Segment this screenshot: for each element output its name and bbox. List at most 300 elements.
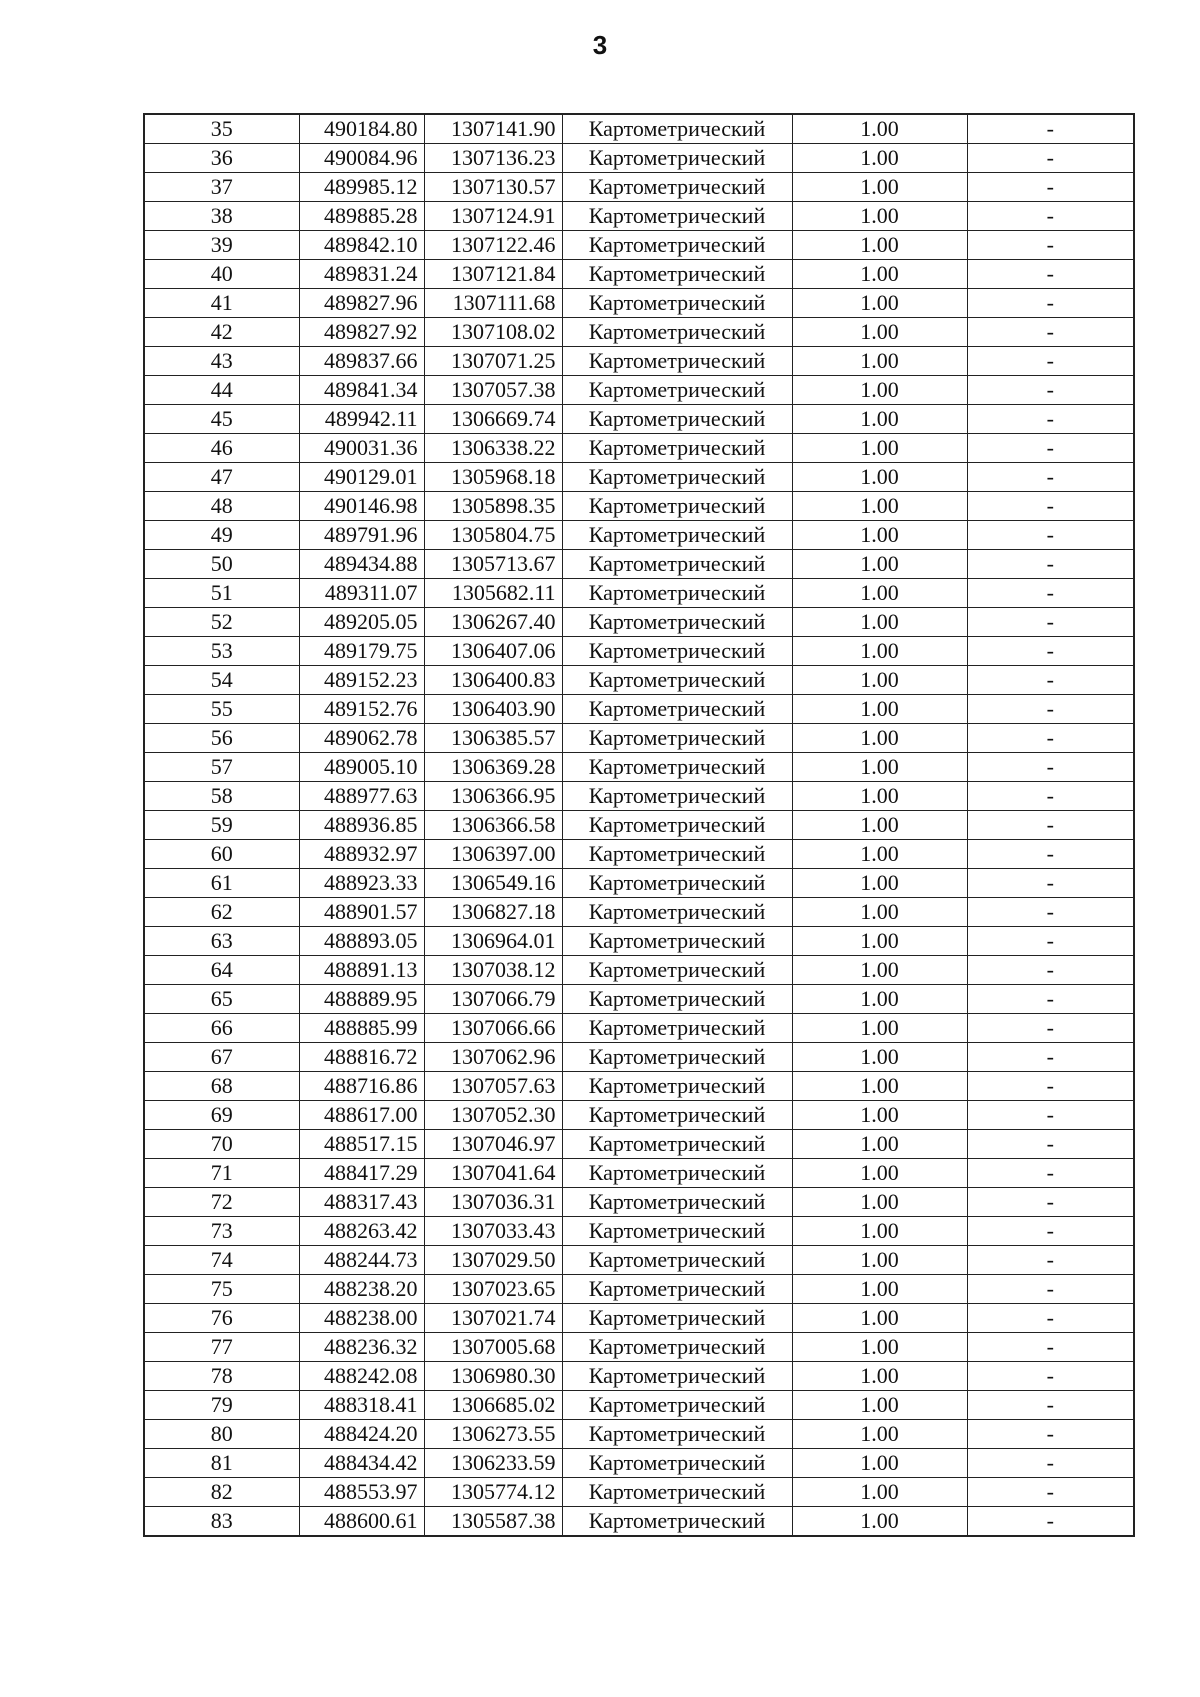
point-number-cell: 63 — [144, 927, 299, 956]
table-row — [144, 1333, 1134, 1362]
point-number-cell: 43 — [144, 347, 299, 376]
y-coordinate-cell: 1306964.01 — [424, 927, 562, 956]
method-cell: Картометрический — [562, 608, 792, 637]
description-cell: - — [967, 1043, 1134, 1072]
x-coordinate-cell: 488889.95 — [299, 985, 424, 1014]
x-coordinate-cell: 490146.98 — [299, 492, 424, 521]
method-cell: Картометрический — [562, 1072, 792, 1101]
y-coordinate-cell: 1306980.30 — [424, 1362, 562, 1391]
table-row — [144, 202, 1134, 231]
accuracy-cell: 1.00 — [792, 376, 967, 405]
method-cell: Картометрический — [562, 114, 792, 144]
accuracy-cell: 1.00 — [792, 1478, 967, 1507]
y-coordinate-cell: 1306403.90 — [424, 695, 562, 724]
x-coordinate-cell: 490031.36 — [299, 434, 424, 463]
x-coordinate-cell: 488891.13 — [299, 956, 424, 985]
method-cell: Картометрический — [562, 202, 792, 231]
accuracy-cell: 1.00 — [792, 1275, 967, 1304]
table-row — [144, 1449, 1134, 1478]
description-cell: - — [967, 637, 1134, 666]
point-number-cell: 82 — [144, 1478, 299, 1507]
method-cell: Картометрический — [562, 724, 792, 753]
x-coordinate-cell: 488885.99 — [299, 1014, 424, 1043]
method-cell: Картометрический — [562, 579, 792, 608]
description-cell: - — [967, 1478, 1134, 1507]
x-coordinate-cell: 489062.78 — [299, 724, 424, 753]
x-coordinate-cell: 489827.96 — [299, 289, 424, 318]
accuracy-cell: 1.00 — [792, 1043, 967, 1072]
point-number-cell: 58 — [144, 782, 299, 811]
method-cell: Картометрический — [562, 463, 792, 492]
x-coordinate-cell: 488317.43 — [299, 1188, 424, 1217]
point-number-cell: 71 — [144, 1159, 299, 1188]
accuracy-cell: 1.00 — [792, 1014, 967, 1043]
accuracy-cell: 1.00 — [792, 260, 967, 289]
accuracy-cell: 1.00 — [792, 1217, 967, 1246]
table-row — [144, 144, 1134, 173]
table-row — [144, 521, 1134, 550]
description-cell: - — [967, 898, 1134, 927]
y-coordinate-cell: 1307066.66 — [424, 1014, 562, 1043]
description-cell: - — [967, 1304, 1134, 1333]
point-number-cell: 72 — [144, 1188, 299, 1217]
y-coordinate-cell: 1306369.28 — [424, 753, 562, 782]
accuracy-cell: 1.00 — [792, 608, 967, 637]
x-coordinate-cell: 489985.12 — [299, 173, 424, 202]
table-row — [144, 811, 1134, 840]
description-cell: - — [967, 1246, 1134, 1275]
y-coordinate-cell: 1307052.30 — [424, 1101, 562, 1130]
table-row — [144, 724, 1134, 753]
method-cell: Картометрический — [562, 811, 792, 840]
table-row — [144, 753, 1134, 782]
table-row — [144, 1304, 1134, 1333]
point-number-cell: 44 — [144, 376, 299, 405]
table-row — [144, 869, 1134, 898]
method-cell: Картометрический — [562, 173, 792, 202]
x-coordinate-cell: 488434.42 — [299, 1449, 424, 1478]
method-cell: Картометрический — [562, 1449, 792, 1478]
method-cell: Картометрический — [562, 869, 792, 898]
description-cell: - — [967, 1072, 1134, 1101]
x-coordinate-cell: 488242.08 — [299, 1362, 424, 1391]
y-coordinate-cell: 1307062.96 — [424, 1043, 562, 1072]
description-cell: - — [967, 463, 1134, 492]
y-coordinate-cell: 1307136.23 — [424, 144, 562, 173]
description-cell: - — [967, 202, 1134, 231]
y-coordinate-cell: 1307023.65 — [424, 1275, 562, 1304]
y-coordinate-cell: 1306366.58 — [424, 811, 562, 840]
x-coordinate-cell: 490084.96 — [299, 144, 424, 173]
coordinates-table — [143, 113, 1135, 1537]
method-cell: Картометрический — [562, 492, 792, 521]
accuracy-cell: 1.00 — [792, 1333, 967, 1362]
description-cell: - — [967, 318, 1134, 347]
accuracy-cell: 1.00 — [792, 318, 967, 347]
method-cell: Картометрический — [562, 1304, 792, 1333]
method-cell: Картометрический — [562, 1478, 792, 1507]
method-cell: Картометрический — [562, 1159, 792, 1188]
method-cell: Картометрический — [562, 840, 792, 869]
point-number-cell: 51 — [144, 579, 299, 608]
method-cell: Картометрический — [562, 318, 792, 347]
description-cell: - — [967, 608, 1134, 637]
description-cell: - — [967, 492, 1134, 521]
description-cell: - — [967, 869, 1134, 898]
point-number-cell: 38 — [144, 202, 299, 231]
accuracy-cell: 1.00 — [792, 289, 967, 318]
table-row — [144, 1188, 1134, 1217]
description-cell: - — [967, 1275, 1134, 1304]
description-cell: - — [967, 782, 1134, 811]
y-coordinate-cell: 1306397.00 — [424, 840, 562, 869]
table-row — [144, 550, 1134, 579]
table-row — [144, 1101, 1134, 1130]
accuracy-cell: 1.00 — [792, 347, 967, 376]
x-coordinate-cell: 488244.73 — [299, 1246, 424, 1275]
method-cell: Картометрический — [562, 753, 792, 782]
y-coordinate-cell: 1306400.83 — [424, 666, 562, 695]
description-cell: - — [967, 1101, 1134, 1130]
table-row — [144, 463, 1134, 492]
description-cell: - — [967, 1188, 1134, 1217]
accuracy-cell: 1.00 — [792, 1246, 967, 1275]
x-coordinate-cell: 488617.00 — [299, 1101, 424, 1130]
accuracy-cell: 1.00 — [792, 463, 967, 492]
table-row — [144, 1014, 1134, 1043]
accuracy-cell: 1.00 — [792, 927, 967, 956]
accuracy-cell: 1.00 — [792, 985, 967, 1014]
point-number-cell: 69 — [144, 1101, 299, 1130]
method-cell: Картометрический — [562, 1275, 792, 1304]
description-cell: - — [967, 695, 1134, 724]
accuracy-cell: 1.00 — [792, 898, 967, 927]
table-row — [144, 637, 1134, 666]
accuracy-cell: 1.00 — [792, 1420, 967, 1449]
y-coordinate-cell: 1307038.12 — [424, 956, 562, 985]
description-cell: - — [967, 260, 1134, 289]
method-cell: Картометрический — [562, 898, 792, 927]
point-number-cell: 73 — [144, 1217, 299, 1246]
description-cell: - — [967, 289, 1134, 318]
y-coordinate-cell: 1306366.95 — [424, 782, 562, 811]
x-coordinate-cell: 489831.24 — [299, 260, 424, 289]
y-coordinate-cell: 1307029.50 — [424, 1246, 562, 1275]
y-coordinate-cell: 1307046.97 — [424, 1130, 562, 1159]
point-number-cell: 53 — [144, 637, 299, 666]
accuracy-cell: 1.00 — [792, 231, 967, 260]
point-number-cell: 46 — [144, 434, 299, 463]
point-number-cell: 65 — [144, 985, 299, 1014]
point-number-cell: 80 — [144, 1420, 299, 1449]
table-row — [144, 1391, 1134, 1420]
accuracy-cell: 1.00 — [792, 492, 967, 521]
point-number-cell: 40 — [144, 260, 299, 289]
y-coordinate-cell: 1305682.11 — [424, 579, 562, 608]
method-cell: Картометрический — [562, 927, 792, 956]
description-cell: - — [967, 1014, 1134, 1043]
point-number-cell: 50 — [144, 550, 299, 579]
accuracy-cell: 1.00 — [792, 579, 967, 608]
method-cell: Картометрический — [562, 1217, 792, 1246]
description-cell: - — [967, 579, 1134, 608]
method-cell: Картометрический — [562, 1101, 792, 1130]
y-coordinate-cell: 1306233.59 — [424, 1449, 562, 1478]
point-number-cell: 37 — [144, 173, 299, 202]
method-cell: Картометрический — [562, 956, 792, 985]
accuracy-cell: 1.00 — [792, 956, 967, 985]
x-coordinate-cell: 489791.96 — [299, 521, 424, 550]
accuracy-cell: 1.00 — [792, 840, 967, 869]
description-cell: - — [967, 550, 1134, 579]
y-coordinate-cell: 1305713.67 — [424, 550, 562, 579]
point-number-cell: 67 — [144, 1043, 299, 1072]
point-number-cell: 39 — [144, 231, 299, 260]
point-number-cell: 70 — [144, 1130, 299, 1159]
table-row — [144, 492, 1134, 521]
table-row — [144, 318, 1134, 347]
table-row — [144, 114, 1134, 144]
table-row — [144, 173, 1134, 202]
point-number-cell: 76 — [144, 1304, 299, 1333]
y-coordinate-cell: 1307141.90 — [424, 114, 562, 144]
table-row — [144, 985, 1134, 1014]
x-coordinate-cell: 488417.29 — [299, 1159, 424, 1188]
point-number-cell: 56 — [144, 724, 299, 753]
y-coordinate-cell: 1306338.22 — [424, 434, 562, 463]
y-coordinate-cell: 1307121.84 — [424, 260, 562, 289]
x-coordinate-cell: 488716.86 — [299, 1072, 424, 1101]
point-number-cell: 66 — [144, 1014, 299, 1043]
accuracy-cell: 1.00 — [792, 724, 967, 753]
x-coordinate-cell: 488816.72 — [299, 1043, 424, 1072]
accuracy-cell: 1.00 — [792, 1449, 967, 1478]
x-coordinate-cell: 488936.85 — [299, 811, 424, 840]
x-coordinate-cell: 490184.80 — [299, 114, 424, 144]
x-coordinate-cell: 489152.23 — [299, 666, 424, 695]
accuracy-cell: 1.00 — [792, 1507, 967, 1537]
method-cell: Картометрический — [562, 1420, 792, 1449]
accuracy-cell: 1.00 — [792, 1304, 967, 1333]
description-cell: - — [967, 376, 1134, 405]
table-row — [144, 898, 1134, 927]
point-number-cell: 61 — [144, 869, 299, 898]
table-row — [144, 231, 1134, 260]
x-coordinate-cell: 488923.33 — [299, 869, 424, 898]
x-coordinate-cell: 489005.10 — [299, 753, 424, 782]
accuracy-cell: 1.00 — [792, 202, 967, 231]
method-cell: Картометрический — [562, 260, 792, 289]
method-cell: Картометрический — [562, 376, 792, 405]
table-row — [144, 782, 1134, 811]
accuracy-cell: 1.00 — [792, 550, 967, 579]
description-cell: - — [967, 1130, 1134, 1159]
table-row — [144, 1130, 1134, 1159]
accuracy-cell: 1.00 — [792, 1362, 967, 1391]
accuracy-cell: 1.00 — [792, 782, 967, 811]
description-cell: - — [967, 1420, 1134, 1449]
table-row — [144, 695, 1134, 724]
y-coordinate-cell: 1305968.18 — [424, 463, 562, 492]
y-coordinate-cell: 1307057.38 — [424, 376, 562, 405]
method-cell: Картометрический — [562, 985, 792, 1014]
table-row — [144, 1072, 1134, 1101]
x-coordinate-cell: 489205.05 — [299, 608, 424, 637]
method-cell: Картометрический — [562, 1188, 792, 1217]
y-coordinate-cell: 1307122.46 — [424, 231, 562, 260]
point-number-cell: 83 — [144, 1507, 299, 1537]
accuracy-cell: 1.00 — [792, 695, 967, 724]
y-coordinate-cell: 1307124.91 — [424, 202, 562, 231]
accuracy-cell: 1.00 — [792, 1188, 967, 1217]
accuracy-cell: 1.00 — [792, 173, 967, 202]
description-cell: - — [967, 840, 1134, 869]
accuracy-cell: 1.00 — [792, 144, 967, 173]
y-coordinate-cell: 1305587.38 — [424, 1507, 562, 1537]
x-coordinate-cell: 489311.07 — [299, 579, 424, 608]
point-number-cell: 52 — [144, 608, 299, 637]
x-coordinate-cell: 488893.05 — [299, 927, 424, 956]
method-cell: Картометрический — [562, 1130, 792, 1159]
table-row — [144, 608, 1134, 637]
point-number-cell: 59 — [144, 811, 299, 840]
description-cell: - — [967, 1362, 1134, 1391]
y-coordinate-cell: 1307071.25 — [424, 347, 562, 376]
description-cell: - — [967, 1333, 1134, 1362]
method-cell: Картометрический — [562, 1333, 792, 1362]
description-cell: - — [967, 724, 1134, 753]
table-row — [144, 260, 1134, 289]
point-number-cell: 35 — [144, 114, 299, 144]
x-coordinate-cell: 490129.01 — [299, 463, 424, 492]
point-number-cell: 48 — [144, 492, 299, 521]
accuracy-cell: 1.00 — [792, 114, 967, 144]
method-cell: Картометрический — [562, 637, 792, 666]
method-cell: Картометрический — [562, 1043, 792, 1072]
y-coordinate-cell: 1307021.74 — [424, 1304, 562, 1333]
description-cell: - — [967, 1159, 1134, 1188]
method-cell: Картометрический — [562, 405, 792, 434]
accuracy-cell: 1.00 — [792, 405, 967, 434]
y-coordinate-cell: 1307036.31 — [424, 1188, 562, 1217]
x-coordinate-cell: 489841.34 — [299, 376, 424, 405]
point-number-cell: 42 — [144, 318, 299, 347]
point-number-cell: 74 — [144, 1246, 299, 1275]
table-row — [144, 1217, 1134, 1246]
description-cell: - — [967, 231, 1134, 260]
y-coordinate-cell: 1307108.02 — [424, 318, 562, 347]
accuracy-cell: 1.00 — [792, 1130, 967, 1159]
description-cell: - — [967, 405, 1134, 434]
method-cell: Картометрический — [562, 695, 792, 724]
method-cell: Картометрический — [562, 666, 792, 695]
table-row — [144, 1043, 1134, 1072]
description-cell: - — [967, 927, 1134, 956]
table-row — [144, 376, 1134, 405]
y-coordinate-cell: 1307066.79 — [424, 985, 562, 1014]
description-cell: - — [967, 144, 1134, 173]
y-coordinate-cell: 1307041.64 — [424, 1159, 562, 1188]
point-number-cell: 81 — [144, 1449, 299, 1478]
y-coordinate-cell: 1305774.12 — [424, 1478, 562, 1507]
table-row — [144, 1420, 1134, 1449]
point-number-cell: 60 — [144, 840, 299, 869]
description-cell: - — [967, 114, 1134, 144]
table-row — [144, 289, 1134, 318]
y-coordinate-cell: 1305898.35 — [424, 492, 562, 521]
method-cell: Картометрический — [562, 347, 792, 376]
method-cell: Картометрический — [562, 1507, 792, 1537]
x-coordinate-cell: 488238.20 — [299, 1275, 424, 1304]
x-coordinate-cell: 488517.15 — [299, 1130, 424, 1159]
point-number-cell: 62 — [144, 898, 299, 927]
x-coordinate-cell: 488977.63 — [299, 782, 424, 811]
coordinates-table-body — [144, 114, 1134, 1536]
point-number-cell: 64 — [144, 956, 299, 985]
method-cell: Картометрический — [562, 782, 792, 811]
y-coordinate-cell: 1306273.55 — [424, 1420, 562, 1449]
y-coordinate-cell: 1307005.68 — [424, 1333, 562, 1362]
table-row — [144, 434, 1134, 463]
point-number-cell: 55 — [144, 695, 299, 724]
description-cell: - — [967, 521, 1134, 550]
x-coordinate-cell: 488600.61 — [299, 1507, 424, 1537]
accuracy-cell: 1.00 — [792, 811, 967, 840]
y-coordinate-cell: 1307111.68 — [424, 289, 562, 318]
x-coordinate-cell: 489827.92 — [299, 318, 424, 347]
y-coordinate-cell: 1306407.06 — [424, 637, 562, 666]
description-cell: - — [967, 1507, 1134, 1537]
point-number-cell: 68 — [144, 1072, 299, 1101]
table-row — [144, 405, 1134, 434]
point-number-cell: 45 — [144, 405, 299, 434]
accuracy-cell: 1.00 — [792, 1101, 967, 1130]
y-coordinate-cell: 1306685.02 — [424, 1391, 562, 1420]
description-cell: - — [967, 956, 1134, 985]
point-number-cell: 77 — [144, 1333, 299, 1362]
table-row — [144, 1275, 1134, 1304]
x-coordinate-cell: 488932.97 — [299, 840, 424, 869]
method-cell: Картометрический — [562, 231, 792, 260]
table-row — [144, 1159, 1134, 1188]
description-cell: - — [967, 666, 1134, 695]
method-cell: Картометрический — [562, 1246, 792, 1275]
x-coordinate-cell: 489885.28 — [299, 202, 424, 231]
x-coordinate-cell: 489179.75 — [299, 637, 424, 666]
method-cell: Картометрический — [562, 521, 792, 550]
x-coordinate-cell: 488901.57 — [299, 898, 424, 927]
accuracy-cell: 1.00 — [792, 666, 967, 695]
description-cell: - — [967, 753, 1134, 782]
point-number-cell: 57 — [144, 753, 299, 782]
point-number-cell: 79 — [144, 1391, 299, 1420]
method-cell: Картометрический — [562, 1362, 792, 1391]
point-number-cell: 78 — [144, 1362, 299, 1391]
description-cell: - — [967, 1449, 1134, 1478]
table-row — [144, 956, 1134, 985]
accuracy-cell: 1.00 — [792, 1072, 967, 1101]
method-cell: Картометрический — [562, 550, 792, 579]
method-cell: Картометрический — [562, 434, 792, 463]
x-coordinate-cell: 489434.88 — [299, 550, 424, 579]
table-row — [144, 1246, 1134, 1275]
accuracy-cell: 1.00 — [792, 869, 967, 898]
table-row — [144, 347, 1134, 376]
method-cell: Картометрический — [562, 1014, 792, 1043]
table-row — [144, 1362, 1134, 1391]
description-cell: - — [967, 985, 1134, 1014]
y-coordinate-cell: 1306549.16 — [424, 869, 562, 898]
